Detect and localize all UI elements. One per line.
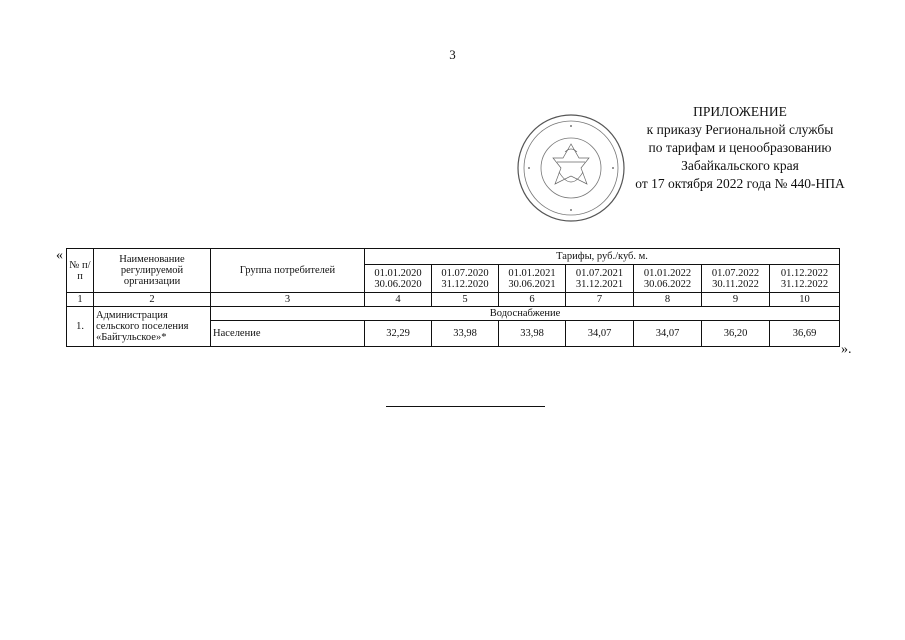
header-group: Группа потребителей bbox=[211, 249, 365, 293]
appendix-line: по тарифам и ценообразованию bbox=[648, 140, 832, 155]
closing-quote: ». bbox=[841, 342, 852, 357]
appendix-line: к приказу Региональной службы bbox=[646, 122, 834, 137]
header-period: 01.07.2022 30.11.2022 bbox=[702, 265, 770, 293]
column-index: 8 bbox=[634, 293, 702, 307]
tariff-value: 33,98 bbox=[432, 321, 499, 347]
column-index: 1 bbox=[67, 293, 94, 307]
opening-quote: « bbox=[56, 248, 63, 263]
tariff-value: 36,20 bbox=[702, 321, 770, 347]
tariff-table bbox=[66, 248, 840, 347]
tariff-value: 34,07 bbox=[634, 321, 702, 347]
header-period: 01.07.2020 31.12.2020 bbox=[432, 265, 499, 293]
column-index: 4 bbox=[365, 293, 432, 307]
column-index: 9 bbox=[702, 293, 770, 307]
appendix-block bbox=[620, 103, 860, 193]
column-index: 5 bbox=[432, 293, 499, 307]
row-section: Водоснабжение bbox=[211, 307, 840, 321]
tariff-value: 36,69 bbox=[770, 321, 840, 347]
column-index: 7 bbox=[566, 293, 634, 307]
header-period: 01.12.2022 31.12.2022 bbox=[770, 265, 840, 293]
column-index: 6 bbox=[499, 293, 566, 307]
column-index: 3 bbox=[211, 293, 365, 307]
appendix-title: ПРИЛОЖЕНИЕ bbox=[693, 104, 787, 119]
official-seal-icon bbox=[515, 112, 627, 224]
page-number: 3 bbox=[449, 47, 456, 62]
header-tariffs: Тарифы, руб./куб. м. bbox=[365, 249, 840, 265]
appendix-line: Забайкальского края bbox=[681, 158, 799, 173]
footer-divider bbox=[386, 406, 545, 407]
header-period: 01.01.2021 30.06.2021 bbox=[499, 265, 566, 293]
row-group: Население bbox=[211, 321, 365, 347]
appendix-line: от 17 октября 2022 года № 440-НПА bbox=[635, 176, 845, 191]
tariff-value: 33,98 bbox=[499, 321, 566, 347]
header-org: Наименование регулируемой организации bbox=[94, 249, 211, 293]
header-period: 01.01.2020 30.06.2020 bbox=[365, 265, 432, 293]
header-period: 01.07.2021 31.12.2021 bbox=[566, 265, 634, 293]
header-num: № п/п bbox=[67, 249, 94, 293]
header-period: 01.01.2022 30.06.2022 bbox=[634, 265, 702, 293]
column-index: 10 bbox=[770, 293, 840, 307]
column-index: 2 bbox=[94, 293, 211, 307]
row-num: 1. bbox=[67, 307, 94, 347]
row-org: Администрация сельского поселения «Байгульское»* bbox=[94, 307, 211, 347]
tariff-value: 32,29 bbox=[365, 321, 432, 347]
tariff-value: 34,07 bbox=[566, 321, 634, 347]
